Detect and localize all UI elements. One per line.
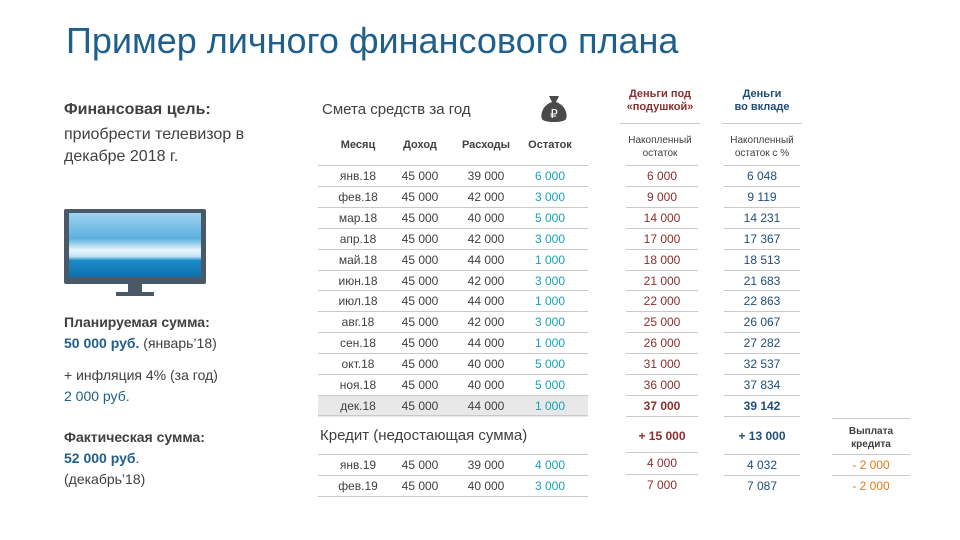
balance-cell: 3 000 — [534, 189, 566, 204]
deposit-heading — [702, 88, 822, 114]
month-cell: фев.19 — [338, 478, 378, 493]
expenses-cell: 39 000 — [467, 458, 505, 472]
expenses-cell: 40 000 — [467, 357, 505, 372]
pillow-heading-line — [620, 123, 700, 124]
month-cell: сен.18 — [340, 336, 376, 351]
payment-heading — [826, 425, 916, 451]
income-cell: 45 000 — [401, 378, 439, 392]
planned-label: Планируемая сумма: — [64, 314, 210, 330]
income-cell: 45 000 — [401, 398, 439, 413]
income-cell: 45 000 — [401, 231, 439, 246]
col-header-income: Доход — [403, 139, 437, 151]
income-cell: 45 000 — [401, 294, 439, 309]
pillow-credit-cell: 7 000 — [626, 474, 698, 496]
deposit-cell: 17 367 — [724, 228, 800, 250]
svg-text:₽: ₽ — [550, 107, 558, 121]
table-row — [318, 353, 588, 375]
month-cell: мар.18 — [338, 210, 378, 225]
actual-dot: . — [135, 450, 140, 466]
credit-row — [318, 475, 588, 497]
expenses-cell: 42 000 — [467, 189, 505, 204]
deposit-sub-line1: Накопленный — [730, 135, 794, 146]
inflation-text: + инфляция 4% (за год) — [64, 367, 218, 383]
deposit-cell: 32 537 — [724, 353, 800, 375]
estimate-bottom-line — [318, 415, 588, 416]
pillow-cell: 22 000 — [626, 290, 698, 312]
deposit-cell: 26 067 — [724, 311, 800, 333]
deposit-cell: 22 863 — [724, 290, 800, 312]
income-cell: 45 000 — [401, 210, 439, 225]
expenses-cell: 44 000 — [467, 252, 505, 267]
deposit-credit-cell: 4 032 — [724, 454, 800, 476]
planned-value — [64, 335, 217, 351]
month-cell: июн.18 — [338, 273, 378, 288]
income-cell: 45 000 — [401, 189, 439, 204]
pillow-cell: 9 000 — [626, 186, 698, 208]
col-header-balance: Остаток — [528, 139, 572, 151]
balance-cell: 1 000 — [534, 252, 566, 267]
income-cell: 45 000 — [401, 169, 439, 183]
credit-title: Кредит (недостающая сумма) — [320, 427, 528, 444]
month-cell: янв.18 — [339, 169, 377, 183]
expenses-cell: 39 000 — [467, 169, 505, 183]
table-row — [318, 270, 588, 292]
actual-period: (декабрь’18) — [64, 471, 146, 487]
deposit-sub-line2: остаток с % — [734, 148, 790, 159]
payment-cell: - 2 000 — [832, 454, 910, 476]
goal-label: Финансовая цель: — [64, 101, 211, 118]
money-bag-ruble-icon — [537, 92, 571, 126]
credit-row — [318, 454, 588, 476]
deposit-cell: 27 282 — [724, 332, 800, 354]
goal-text: приобрести телевизор в декабре 2018 г. — [64, 126, 245, 165]
income-cell: 45 000 — [401, 273, 439, 288]
pillow-sub-line2: остаток — [642, 148, 678, 159]
pillow-cell: 21 000 — [626, 270, 698, 292]
deposit-cell: 21 683 — [724, 270, 800, 292]
pillow-heading-line2: «подушкой» — [626, 101, 694, 113]
income-cell: 45 000 — [401, 478, 439, 493]
pillow-cell: 14 000 — [626, 207, 698, 229]
deposit-cell: 37 834 — [724, 374, 800, 396]
table-row — [318, 374, 588, 396]
balance-cell: 1 000 — [534, 398, 566, 413]
tv-screen-image — [69, 213, 201, 277]
pillow-cell: 17 000 — [626, 228, 698, 250]
pillow-cell: 18 000 — [626, 249, 698, 271]
col-header-expenses: Расходы — [461, 139, 511, 151]
table-row — [318, 395, 588, 417]
page-title: Пример личного финансового плана — [66, 20, 679, 61]
balance-cell: 1 000 — [534, 294, 566, 309]
actual-value — [64, 450, 139, 466]
expenses-cell: 40 000 — [467, 378, 505, 392]
payment-cell: - 2 000 — [832, 475, 910, 497]
actual-amount: 52 000 руб — [64, 450, 136, 466]
tv-base — [116, 292, 154, 296]
deposit-heading-line — [722, 123, 802, 124]
month-cell: авг.18 — [341, 315, 375, 330]
table-row — [318, 332, 588, 354]
income-cell: 45 000 — [401, 252, 439, 267]
balance-cell: 3 000 — [534, 478, 566, 493]
table-row — [318, 165, 588, 187]
deposit-total: 39 142 — [724, 395, 800, 417]
table-row — [318, 249, 588, 271]
pillow-credit-cell: 4 000 — [626, 452, 698, 474]
expenses-cell: 42 000 — [467, 315, 505, 330]
col-header-month: Месяц — [340, 139, 376, 151]
month-cell: июл.18 — [338, 294, 378, 309]
expenses-cell: 44 000 — [467, 294, 505, 309]
actual-label: Фактическая сумма: — [64, 429, 205, 445]
table-row — [318, 228, 588, 250]
pillow-cell: 26 000 — [626, 332, 698, 354]
estimate-title: Смета средств за год — [322, 101, 471, 118]
month-cell: апр.18 — [339, 231, 377, 246]
balance-cell: 5 000 — [534, 210, 566, 225]
credit-bottom-line — [318, 496, 588, 497]
month-cell: май.18 — [338, 252, 378, 267]
month-cell: дек.18 — [340, 398, 376, 413]
inflation-value: 2 000 руб. — [64, 388, 130, 404]
expenses-cell: 40 000 — [467, 210, 505, 225]
pillow-cell: 6 000 — [626, 165, 698, 187]
month-cell: окт.18 — [341, 357, 375, 372]
balance-cell: 3 000 — [534, 315, 566, 330]
deposit-credit-sum: + 13 000 — [738, 429, 786, 443]
payment-heading-line — [832, 418, 910, 419]
deposit-cell: 14 231 — [724, 207, 800, 229]
expenses-cell: 42 000 — [467, 273, 505, 288]
month-cell: ноя.18 — [339, 378, 377, 392]
deposit-heading-line2: во вкладе — [734, 101, 790, 113]
balance-cell: 3 000 — [534, 273, 566, 288]
month-cell: фев.18 — [338, 189, 378, 204]
pillow-heading-line1: Деньги под — [628, 88, 692, 100]
expenses-cell: 40 000 — [467, 478, 505, 493]
balance-cell: 1 000 — [534, 336, 566, 351]
deposit-subheading — [702, 134, 822, 160]
table-row — [318, 186, 588, 208]
planned-amount: 50 000 руб. — [64, 335, 140, 351]
pillow-total: 37 000 — [626, 395, 698, 417]
deposit-credit-cell: 7 087 — [724, 475, 800, 497]
expenses-cell: 42 000 — [467, 231, 505, 246]
expenses-cell: 44 000 — [467, 398, 505, 413]
deposit-cell: 18 513 — [724, 249, 800, 271]
pillow-sub-line1: Накопленный — [628, 135, 692, 146]
balance-cell: 3 000 — [534, 231, 566, 246]
expenses-cell: 44 000 — [467, 336, 505, 351]
pillow-cell: 31 000 — [626, 353, 698, 375]
pillow-credit-sum: + 15 000 — [638, 429, 686, 443]
month-cell: янв.19 — [339, 458, 377, 472]
payment-heading-line2: кредита — [851, 439, 891, 450]
table-row — [318, 207, 588, 229]
balance-cell: 5 000 — [534, 378, 566, 392]
table-row — [318, 311, 588, 333]
pillow-cell: 36 000 — [626, 374, 698, 396]
payment-heading-line1: Выплата — [848, 426, 894, 437]
table-row — [318, 290, 588, 312]
income-cell: 45 000 — [401, 336, 439, 351]
balance-cell: 4 000 — [534, 458, 566, 472]
pillow-cell: 25 000 — [626, 311, 698, 333]
income-cell: 45 000 — [401, 458, 439, 472]
deposit-cell: 9 119 — [724, 186, 800, 208]
deposit-cell: 6 048 — [724, 165, 800, 187]
income-cell: 45 000 — [401, 357, 439, 372]
planned-period: (январь’18) — [139, 335, 217, 351]
deposit-heading-line1: Деньги — [742, 88, 782, 100]
income-cell: 45 000 — [401, 315, 439, 330]
balance-cell: 6 000 — [534, 169, 566, 183]
balance-cell: 5 000 — [534, 357, 566, 372]
